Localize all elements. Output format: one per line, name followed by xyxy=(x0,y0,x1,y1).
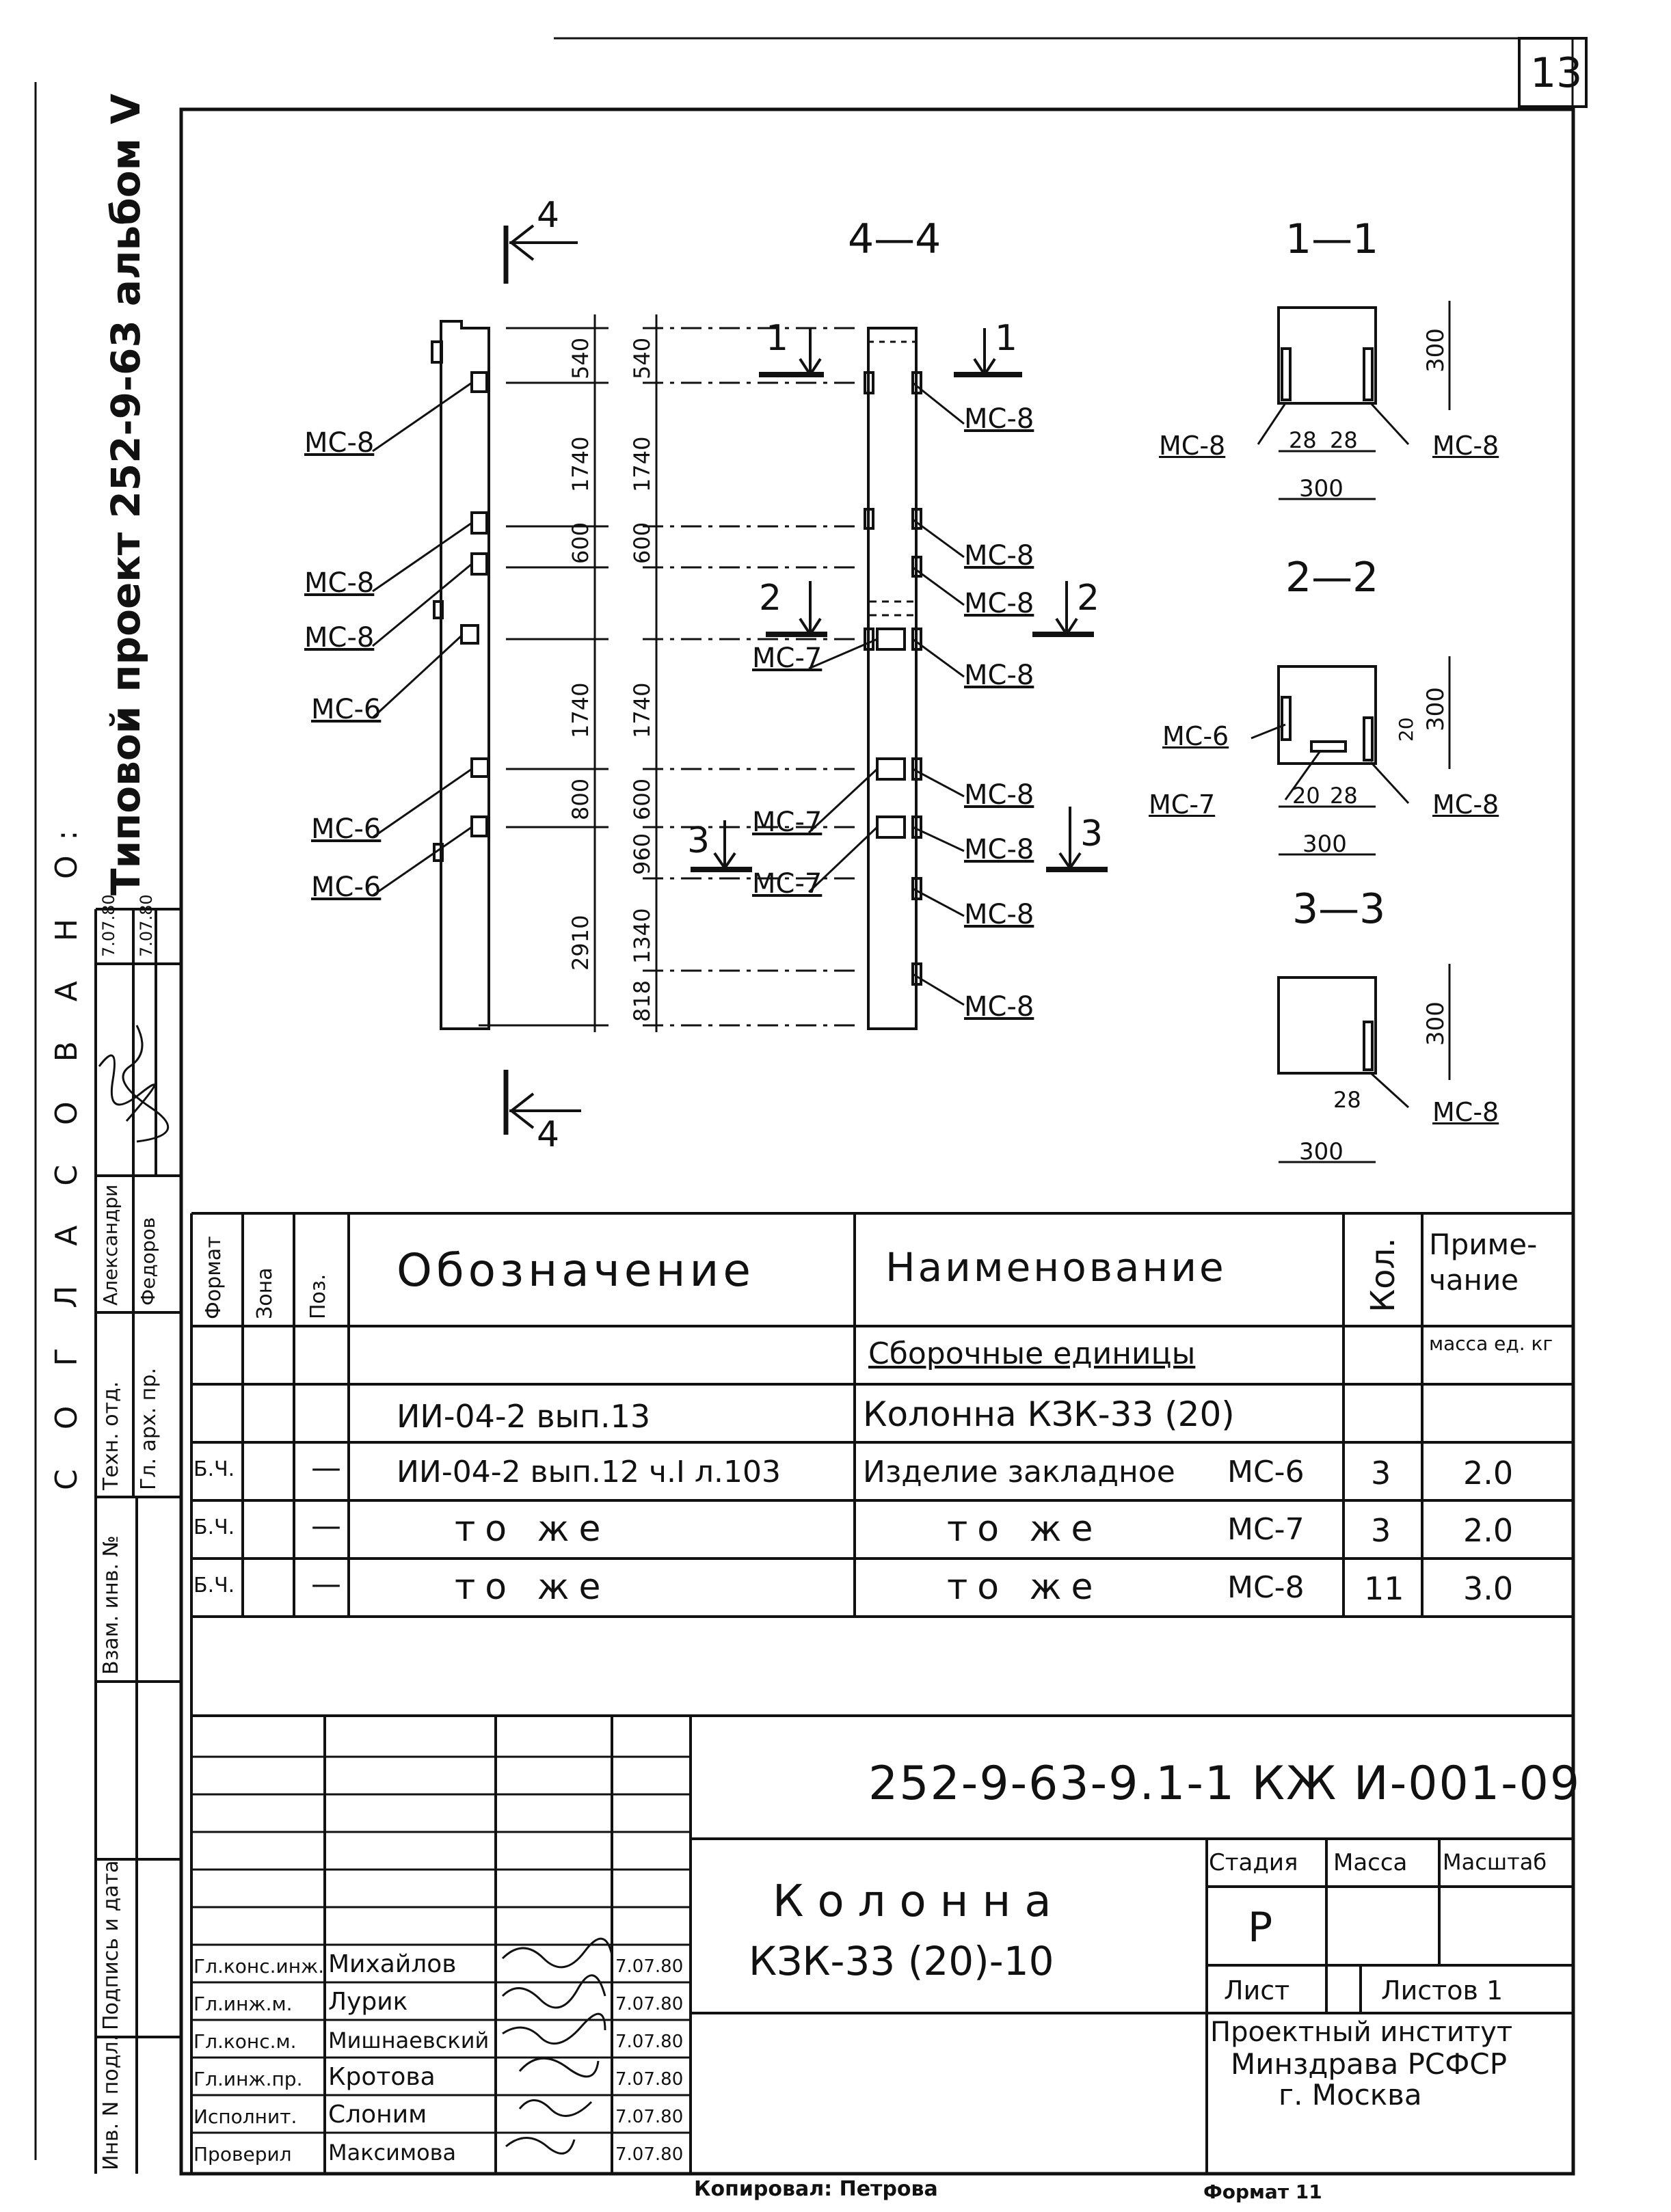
spec-row-2-qty: 3 xyxy=(1371,1512,1391,1549)
sec22-left2-label: МС-7 xyxy=(1149,790,1216,820)
sig-date-1: 7.07.80 xyxy=(615,1994,684,2014)
spec-row-1-note: 2.0 xyxy=(1463,1455,1514,1492)
footer-format: Формат 11 xyxy=(1203,2181,1322,2203)
spec-row-3-qty: 11 xyxy=(1364,1570,1404,1607)
page-number: 13 xyxy=(1530,49,1583,97)
spec-row-2-format: Б.Ч. xyxy=(193,1515,235,1539)
sec33-right-label: МС-8 xyxy=(1432,1097,1499,1127)
cut-3a: 3 xyxy=(687,820,710,861)
sig-role-4: Исполнит. xyxy=(193,2105,297,2128)
label-mid-2: МС-7 xyxy=(752,868,823,900)
spec-row-3-mark: МС-8 xyxy=(1227,1570,1305,1605)
sig-role-1: Гл.инж.м. xyxy=(193,1993,293,2015)
section-1-1-view xyxy=(1258,301,1449,499)
cut-1b: 1 xyxy=(995,318,1018,359)
approval-name-1: Александри xyxy=(99,1184,122,1306)
sec22-height: 300 xyxy=(1422,687,1449,731)
section-3-3-view xyxy=(1279,964,1449,1162)
stage-value: Р xyxy=(1248,1904,1273,1952)
spec-row-1-dash: — xyxy=(311,1451,341,1485)
sig-name-5: Максимова xyxy=(328,2140,457,2166)
label-right-2: МС-8 xyxy=(964,588,1034,619)
section-3-3-title: 3—3 xyxy=(1292,885,1386,933)
label-left-0: МС-8 xyxy=(304,427,375,459)
sig-date-3: 7.07.80 xyxy=(615,2069,684,2090)
spec-header-pos: Поз. xyxy=(306,1273,330,1319)
label-left-3: МС-6 xyxy=(311,694,382,725)
approval-role-1: Техн. отд. xyxy=(99,1381,123,1490)
item-mark: КЗК-33 (20)-10 xyxy=(749,1938,1054,1984)
sec11-width: 300 xyxy=(1299,475,1344,502)
spec-header-note: Приме-чание xyxy=(1429,1228,1538,1297)
spec-row-3-name: то же xyxy=(947,1567,1103,1608)
stage-label: Стадия xyxy=(1209,1849,1298,1876)
section-1-1-title: 1—1 xyxy=(1285,215,1379,263)
spec-row-2-name: то же xyxy=(947,1509,1103,1550)
org-line-3: г. Москва xyxy=(1279,2078,1422,2112)
label-mid-1: МС-7 xyxy=(752,807,823,838)
label-left-5: МС-6 xyxy=(311,872,382,903)
sig-date-2: 7.07.80 xyxy=(615,2032,684,2052)
sec11-height: 300 xyxy=(1422,328,1449,373)
spec-row-2-note: 2.0 xyxy=(1463,1512,1514,1549)
sig-role-0: Гл.конс.инж. xyxy=(193,1955,325,1978)
sec11-d2: 28 xyxy=(1330,427,1358,453)
leader-lines xyxy=(373,383,964,1005)
section-2-2-view xyxy=(1251,656,1449,854)
dim-right-3: 1740 xyxy=(629,682,655,738)
sig-name-1: Лурик xyxy=(328,1988,408,2016)
sec22-d1: 20 xyxy=(1292,783,1320,809)
dim-left-0: 540 xyxy=(567,337,593,379)
spec-row-1-mark: МС-6 xyxy=(1227,1455,1305,1489)
sig-role-3: Гл.инж.пр. xyxy=(193,2068,303,2090)
elevation-arrow-top: 4 xyxy=(537,195,560,236)
list-label: Лист xyxy=(1224,1975,1290,2006)
label-right-5: МС-8 xyxy=(964,834,1034,865)
section-2-2-title: 2—2 xyxy=(1285,554,1379,602)
sig-role-5: Проверил xyxy=(193,2143,292,2166)
cut-2a: 2 xyxy=(759,578,782,619)
spec-row-2-designation: то же xyxy=(455,1509,611,1550)
dim-right-0: 540 xyxy=(629,337,655,379)
spec-header-format: Формат xyxy=(202,1236,226,1319)
label-left-4: МС-6 xyxy=(311,813,382,845)
spec-header-designation: Обозначение xyxy=(397,1244,755,1297)
sec11-d1: 28 xyxy=(1289,427,1317,453)
label-right-3: МС-8 xyxy=(964,660,1034,691)
spec-row-0-designation: ИИ-04-2 вып.13 xyxy=(397,1398,651,1435)
elevation-arrow-bottom: 4 xyxy=(537,1114,560,1155)
footer-copied: Копировал: Петрова xyxy=(694,2177,938,2201)
spec-header-zone: Зона xyxy=(253,1267,277,1319)
sec11-left-label: МС-8 xyxy=(1159,431,1226,461)
sec22-d2: 28 xyxy=(1330,783,1358,809)
spec-header-name: Наименование xyxy=(885,1244,1227,1291)
sec22-left1-label: МС-6 xyxy=(1162,721,1229,751)
dim-right-4: 600 xyxy=(629,778,655,820)
spec-row-3-note: 3.0 xyxy=(1463,1570,1514,1607)
sig-name-0: Михайлов xyxy=(328,1950,457,1978)
label-right-0: МС-8 xyxy=(964,403,1034,435)
spec-header-qty: Кол. xyxy=(1364,1237,1402,1312)
org-line-2: Минздрава РСФСР xyxy=(1231,2047,1508,2081)
sec11-right-label: МС-8 xyxy=(1432,431,1499,461)
dim-left-5: 2910 xyxy=(567,915,593,971)
dim-left-3: 1740 xyxy=(567,682,593,738)
spec-section-title: Сборочные единицы xyxy=(868,1336,1196,1371)
sec22-small: 20 xyxy=(1395,717,1417,742)
spec-row-0-name: Колонна КЗК-33 (20) xyxy=(863,1394,1235,1434)
label-right-7: МС-8 xyxy=(964,991,1034,1023)
org-line-1: Проектный институт xyxy=(1210,2017,1513,2048)
sec33-width: 300 xyxy=(1299,1138,1344,1165)
dim-left-2: 600 xyxy=(567,522,593,564)
stamp-podpis: Подпись и дата xyxy=(99,1860,123,2030)
dim-right-2: 600 xyxy=(629,522,655,564)
approval-date-2: 7.07.80 xyxy=(137,894,156,957)
stamp-vzam: Взам. инв. № xyxy=(99,1535,123,1675)
stamp-inv: Инв. N подл. xyxy=(99,2034,123,2170)
dim-left-4: 800 xyxy=(567,778,593,820)
section-4-4-view xyxy=(643,314,1108,1032)
sig-role-2: Гл.конс.м. xyxy=(193,2030,297,2053)
spec-row-1-name: Изделие закладное xyxy=(863,1455,1175,1489)
spec-row-1-designation: ИИ-04-2 вып.12 ч.I л.103 xyxy=(397,1455,781,1489)
spec-note-sub: масса ед. кг xyxy=(1429,1332,1553,1355)
sig-name-3: Кротова xyxy=(328,2063,436,2091)
sec33-height: 300 xyxy=(1422,1001,1449,1046)
sig-date-5: 7.07.80 xyxy=(615,2144,684,2165)
label-left-2: МС-8 xyxy=(304,622,375,653)
label-right-6: МС-8 xyxy=(964,899,1034,930)
dim-right-6: 1340 xyxy=(629,908,655,964)
cut-1a: 1 xyxy=(766,318,789,359)
section-4-4-title: 4—4 xyxy=(848,215,941,263)
dim-right-7: 818 xyxy=(629,980,655,1022)
sheet-title-vertical: Типовой проект 252-9-63 альбом V xyxy=(103,93,149,895)
cut-2b: 2 xyxy=(1077,578,1100,619)
label-right-1: МС-8 xyxy=(964,540,1034,571)
sec22-right-label: МС-8 xyxy=(1432,790,1499,820)
approval-role-2: Гл. арх. пр. xyxy=(137,1368,161,1490)
scale-label: Масштаб xyxy=(1443,1849,1547,1875)
sig-name-4: Слоним xyxy=(328,2101,427,2129)
spec-row-1-format: Б.Ч. xyxy=(193,1457,235,1481)
sec22-width: 300 xyxy=(1302,831,1347,858)
mass-label: Масса xyxy=(1333,1849,1408,1876)
spec-row-3-designation: то же xyxy=(455,1567,611,1608)
label-mid-0: МС-7 xyxy=(752,643,823,674)
dim-left-1: 1740 xyxy=(567,436,593,492)
label-left-1: МС-8 xyxy=(304,567,375,599)
spec-row-1-qty: 3 xyxy=(1371,1455,1391,1492)
spec-row-3-dash: — xyxy=(311,1567,341,1602)
spec-row-2-mark: МС-7 xyxy=(1227,1512,1305,1547)
sig-date-0: 7.07.80 xyxy=(615,1956,684,1977)
doc-code: 252-9-63-9.1-1 КЖ И-001-09 xyxy=(868,1757,1581,1811)
spec-row-3-format: Б.Ч. xyxy=(193,1574,235,1597)
spec-row-2-dash: — xyxy=(311,1509,341,1543)
dim-right-1: 1740 xyxy=(629,436,655,492)
sig-date-4: 7.07.80 xyxy=(615,2107,684,2127)
dim-right-5: 960 xyxy=(629,833,655,875)
sec33-d1: 28 xyxy=(1333,1087,1361,1113)
sig-name-2: Мишнаевский xyxy=(328,2027,490,2053)
cut-3b: 3 xyxy=(1080,813,1104,854)
label-right-4: МС-8 xyxy=(964,779,1034,811)
item-title: Колонна xyxy=(773,1876,1065,1927)
approval-date-1: 7.07.80 xyxy=(99,894,118,957)
approval-vertical: С О Г Л А С О В А Н О: xyxy=(49,815,84,1490)
approval-name-2: Федоров xyxy=(137,1217,159,1306)
lists-label: Листов 1 xyxy=(1381,1975,1503,2006)
